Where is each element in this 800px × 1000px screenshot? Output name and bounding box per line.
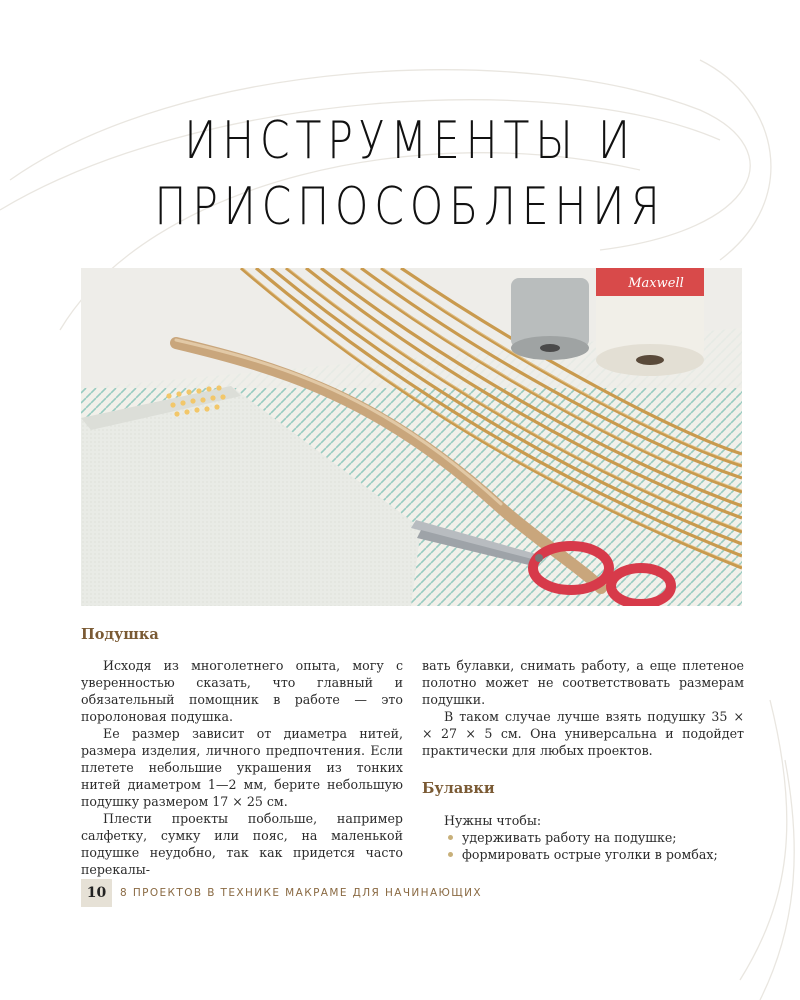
tools-photo	[81, 268, 742, 606]
section-heading-pillow: Подушка	[81, 626, 159, 643]
paragraph: Исходя из многолетнего опыта, могу с уверенностью сказать, что главный и обязательный помощник в работе — это поролоновая подушка.	[81, 658, 403, 724]
paragraph: вать булавки, снимать работу, а еще плетеное полотно может не соответствовать размерам подушки.	[422, 658, 744, 707]
section-heading-pins: Булавки	[422, 780, 495, 797]
list-item: удерживать работу на подушке;	[448, 829, 752, 846]
page-title	[139, 108, 680, 240]
page-title-line-1: ИНСТРУМЕНТЫ И	[184, 111, 636, 171]
page-footer	[81, 879, 482, 907]
page-number: 10	[81, 879, 112, 907]
list-lead: Нужны чтобы:	[444, 813, 542, 828]
paragraph: В таком случае лучше взять подушку 35 × × 27 × 5 см. Она универсальна и подойдет практически для любых проектов.	[422, 709, 744, 758]
paragraph: Ее размер зависит от диаметра нитей, размера изделия, личного предпочтения. Если плетете небольшие украшения из тонких нитей диаметром 1—2 мм, берите небольшую подушку размером 17 × 25 см.	[81, 726, 403, 809]
list-item: формировать острые уголки в ромбах;	[448, 846, 752, 863]
page-title-line-2: ПРИСПОСОБЛЕНИЯ	[154, 177, 666, 237]
pins-purpose-list	[422, 812, 752, 863]
text-column-left	[81, 657, 403, 878]
text-column-right	[422, 657, 744, 759]
spool-label: Maxwell	[628, 276, 684, 291]
paragraph: Плести проекты побольше, например салфетку, сумку или пояс, на маленькой подушке неудобно, так как придется часто перекалы-	[81, 811, 403, 877]
running-book-title: 8 ПРОЕКТОВ В ТЕХНИКЕ МАКРАМЕ ДЛЯ НАЧИНАЮЩИХ	[120, 887, 483, 899]
